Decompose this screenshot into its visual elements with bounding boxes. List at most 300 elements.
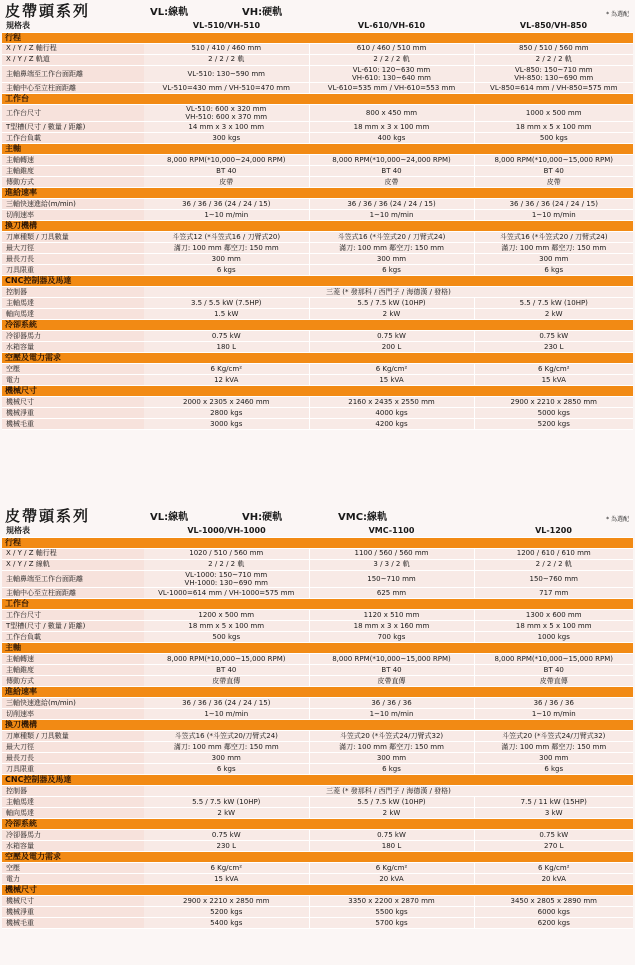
spec-value: 20 kVA [309, 873, 474, 884]
spec-value: 6 kgs [144, 763, 309, 774]
spec-label: 工作台尺寸 [2, 104, 144, 121]
spec-value: 850 / 510 / 560 mm [474, 43, 633, 54]
spec-label: X / Y / Z 軸行程 [2, 43, 144, 54]
spec-value: 0.75 kW [144, 330, 309, 341]
spec-value: 800 x 450 mm [309, 104, 474, 121]
spec-row [2, 165, 633, 176]
spec-value: VL-850=614 mm / VH-850=575 mm [474, 82, 633, 93]
spec-value: VL-510: 130~590 mm [144, 65, 309, 82]
spec-row [2, 176, 633, 187]
section-label: 主軸 [2, 642, 633, 653]
spec-value: 1.5 kW [144, 308, 309, 319]
spec-label: 主軸馬達 [2, 297, 144, 308]
rail-label-vh [242, 3, 282, 18]
series-title: 皮帶頭系列 [5, 507, 91, 525]
spec-row [2, 609, 633, 620]
spec-value: 1~10 m/min [474, 209, 633, 220]
section-label: 換刀機構 [2, 719, 633, 730]
spec-label: 三軸快速進給(m/min) [2, 697, 144, 708]
spec-value: 36 / 36 / 36 (24 / 24 / 15) [309, 198, 474, 209]
spec-label: 空壓 [2, 862, 144, 873]
spec-label: X / Y / Z 線軌 [2, 559, 144, 570]
spec-value: 1000 kgs [474, 631, 633, 642]
spec-row [2, 917, 633, 928]
section-header [2, 32, 633, 43]
spec-row [2, 242, 633, 253]
spec-label: 軸向馬達 [2, 308, 144, 319]
spec-value: VL-510=430 mm / VH-510=470 mm [144, 82, 309, 93]
section-header [2, 385, 633, 396]
spec-value-span: 三菱 (* 發那科 / 西門子 / 海德漢 / 發格) [144, 286, 633, 297]
spec-value: 20 kVA [474, 873, 633, 884]
spec-value: 36 / 36 / 36 (24 / 24 / 15) [144, 697, 309, 708]
section-label: 空壓及電力需求 [2, 851, 633, 862]
spec-row [2, 82, 633, 93]
spec-value: 300 mm [309, 752, 474, 763]
spec-value: 500 kgs [144, 631, 309, 642]
spec-value: 6 Kg/cm² [474, 862, 633, 873]
spec-value: 36 / 36 / 36 [474, 697, 633, 708]
section-label: 工作台 [2, 93, 633, 104]
spec-row [2, 43, 633, 54]
rail-name: 線軌 [367, 512, 388, 523]
spec-value: 5200 kgs [144, 906, 309, 917]
spec-value: 3 kW [474, 807, 633, 818]
spec-value: BT 40 [309, 664, 474, 675]
spec-value: 2 kW [144, 807, 309, 818]
spec-label: 主軸中心至立柱面距離 [2, 82, 144, 93]
spec-table-label: 規格表 [2, 20, 144, 32]
spec-value: 4200 kgs [309, 418, 474, 429]
rail-name: 硬軌 [262, 512, 283, 523]
spec-value: 5200 kgs [474, 418, 633, 429]
spec-label: 工作台負載 [2, 631, 144, 642]
spec-value: 6 kgs [144, 264, 309, 275]
spec-value: VL-610: 120~630 mm VH-610: 130~640 mm [309, 65, 474, 82]
section-label: 機械尺寸 [2, 385, 633, 396]
spec-row [2, 906, 633, 917]
rail-code: VH [242, 512, 259, 523]
spec-value: 1020 / 510 / 560 mm [144, 548, 309, 559]
spec-value: 5.5 / 7.5 kW (10HP) [309, 796, 474, 807]
spec-value: 300 mm [474, 253, 633, 264]
spec-value: 斗笠式12 (*斗笠式16 / 刀臂式20) [144, 231, 309, 242]
rail-label-vmc [338, 508, 387, 523]
spec-row [2, 741, 633, 752]
spec-label: X / Y / Z 軌道 [2, 54, 144, 65]
spec-value: 1~10 m/min [144, 209, 309, 220]
rail-name: 線軌 [168, 7, 189, 18]
spec-label: 電力 [2, 374, 144, 385]
section-header [2, 143, 633, 154]
spec-value: 230 L [144, 840, 309, 851]
spec-value: 0.75 kW [474, 330, 633, 341]
spec-row [2, 363, 633, 374]
spec-label: T型槽(尺寸 / 數量 / 距離) [2, 121, 144, 132]
spec-value: 0.75 kW [474, 829, 633, 840]
spec-value: 滿刀: 100 mm 鄰空刀: 150 mm [474, 242, 633, 253]
spec-row [2, 895, 633, 906]
spec-value: 斗笠式16 (*斗笠式20 / 刀臂式24) [474, 231, 633, 242]
spec-row [2, 675, 633, 686]
section-label: CNC控制器及馬達 [2, 774, 633, 785]
spec-value: 5000 kgs [474, 407, 633, 418]
spec-value: 700 kgs [309, 631, 474, 642]
spec-value: 2 kW [309, 308, 474, 319]
spec-value: 斗笠式20 (*斗笠式24/刀臂式32) [474, 730, 633, 741]
spec-label: 控制器 [2, 785, 144, 796]
spec-label: 機械尺寸 [2, 895, 144, 906]
spec-value: 180 L [309, 840, 474, 851]
spec-value: 斗笠式16 (*斗笠式20 / 刀臂式24) [309, 231, 474, 242]
spec-value: 400 kgs [309, 132, 474, 143]
section-label: 主軸 [2, 143, 633, 154]
spec-row [2, 132, 633, 143]
spec-value: 5.5 / 7.5 kW (10HP) [309, 297, 474, 308]
spec-label: 傳動方式 [2, 176, 144, 187]
spec-value: BT 40 [144, 664, 309, 675]
spec-row [2, 763, 633, 774]
spec-label: 機械尺寸 [2, 396, 144, 407]
spec-value: 150~760 mm [474, 570, 633, 587]
spec-label: 軸向馬達 [2, 807, 144, 818]
section-header [2, 851, 633, 862]
model-name: VL-510/VH-510 [144, 20, 309, 32]
spec-row [2, 198, 633, 209]
spec-value: 皮帶直傳 [144, 675, 309, 686]
spec-value: 2000 x 2305 x 2460 mm [144, 396, 309, 407]
spec-value: 6 Kg/cm² [309, 862, 474, 873]
spec-value: 3450 x 2805 x 2890 mm [474, 895, 633, 906]
spec-value: 1200 x 500 mm [144, 609, 309, 620]
spec-label: 工作台負載 [2, 132, 144, 143]
model-header-row [2, 525, 633, 537]
spec-value: 0.75 kW [144, 829, 309, 840]
spec-label: 冷卻器馬力 [2, 829, 144, 840]
rail-name: 線軌 [168, 512, 189, 523]
section-header [2, 774, 633, 785]
spec-value: 5400 kgs [144, 917, 309, 928]
spec-row [2, 829, 633, 840]
spec-row [2, 65, 633, 82]
spec-value: 300 kgs [144, 132, 309, 143]
rail-name: 硬軌 [262, 7, 283, 18]
spec-row [2, 264, 633, 275]
spec-row [2, 297, 633, 308]
spec-row [2, 407, 633, 418]
section-label: 冷卻系統 [2, 319, 633, 330]
spec-value: 1~10 m/min [144, 708, 309, 719]
spec-value: 36 / 36 / 36 [309, 697, 474, 708]
spec-table [2, 525, 633, 929]
spec-label: 主軸中心至立柱面距離 [2, 587, 144, 598]
spec-value: 717 mm [474, 587, 633, 598]
spec-value: 270 L [474, 840, 633, 851]
rail-code: VL [150, 512, 165, 523]
spec-value: 300 mm [309, 253, 474, 264]
spec-row [2, 209, 633, 220]
spec-value: 18 mm x 5 x 100 mm [474, 121, 633, 132]
rail-label-vl [150, 3, 188, 18]
model-name: VMC-1100 [309, 525, 474, 537]
spec-label: 機械毛重 [2, 917, 144, 928]
section-label: 換刀機構 [2, 220, 633, 231]
spec-value: 18 mm x 5 x 100 mm [474, 620, 633, 631]
spec-value: 6 kgs [474, 763, 633, 774]
spec-value: 5700 kgs [309, 917, 474, 928]
section-header [2, 884, 633, 895]
spec-row [2, 620, 633, 631]
spec-value: BT 40 [144, 165, 309, 176]
spec-value: BT 40 [474, 664, 633, 675]
spec-value: VL-1000=614 mm / VH-1000=575 mm [144, 587, 309, 598]
spec-value: 14 mm x 3 x 100 mm [144, 121, 309, 132]
spec-block-2 [0, 505, 635, 929]
spec-row [2, 154, 633, 165]
spec-label: 工作台尺寸 [2, 609, 144, 620]
spec-label: 最大刀徑 [2, 242, 144, 253]
spec-label: 主軸錐度 [2, 165, 144, 176]
spec-row [2, 631, 633, 642]
spec-value: 6200 kgs [474, 917, 633, 928]
section-header [2, 275, 633, 286]
spec-value: 6 Kg/cm² [144, 862, 309, 873]
spec-value: 0.75 kW [309, 829, 474, 840]
spec-row [2, 374, 633, 385]
spec-value: 300 mm [144, 752, 309, 763]
spec-value-span: 三菱 (* 發那科 / 西門子 / 海德漢 / 發格) [144, 785, 633, 796]
model-name: VL-1200 [474, 525, 633, 537]
spec-value: 皮帶直傳 [309, 675, 474, 686]
section-header [2, 818, 633, 829]
rail-code: VMC [338, 512, 364, 523]
spec-row [2, 559, 633, 570]
spec-value: 8,000 RPM(*10,000~15,000 RPM) [474, 653, 633, 664]
spec-value: 斗笠式16 (*斗笠式20/刀臂式24) [144, 730, 309, 741]
spec-label: 主軸轉速 [2, 653, 144, 664]
spec-row [2, 697, 633, 708]
spec-value: 3.5 / 5.5 kW (7.5HP) [144, 297, 309, 308]
spec-value: 200 L [309, 341, 474, 352]
spec-value: BT 40 [474, 165, 633, 176]
spec-row [2, 752, 633, 763]
spec-label: 主軸鼻端至工作台面距離 [2, 570, 144, 587]
spec-row [2, 330, 633, 341]
spec-value: 5.5 / 7.5 kW (10HP) [144, 796, 309, 807]
spec-value: 滿刀: 100 mm 鄰空刀: 150 mm [309, 242, 474, 253]
spec-value: 2 / 2 / 2 軌 [144, 54, 309, 65]
optional-note: * 為選配 [606, 516, 629, 523]
spec-value: 0.75 kW [309, 330, 474, 341]
spec-label: X / Y / Z 軸行程 [2, 548, 144, 559]
section-label: 進給速率 [2, 187, 633, 198]
spec-value: 230 L [474, 341, 633, 352]
model-name: VL-850/VH-850 [474, 20, 633, 32]
spec-row [2, 807, 633, 818]
spec-value: 6 kgs [309, 264, 474, 275]
spec-row [2, 341, 633, 352]
spec-value: 8,000 RPM(*10,000~15,000 RPM) [144, 653, 309, 664]
optional-note: * 為選配 [606, 11, 629, 18]
series-title: 皮帶頭系列 [5, 2, 91, 20]
spec-value: 4000 kgs [309, 407, 474, 418]
spec-value: 2 kW [474, 308, 633, 319]
spec-value: 500 kgs [474, 132, 633, 143]
spec-label: 電力 [2, 873, 144, 884]
spec-label: 主軸馬達 [2, 796, 144, 807]
spec-value: 2 / 2 / 2 軌 [144, 559, 309, 570]
section-header [2, 642, 633, 653]
section-label: 進給速率 [2, 686, 633, 697]
rail-sep: : [258, 512, 263, 523]
model-name: VL-610/VH-610 [309, 20, 474, 32]
spec-label: 機械毛重 [2, 418, 144, 429]
section-header [2, 319, 633, 330]
spec-value: 5500 kgs [309, 906, 474, 917]
spec-value: 1~10 m/min [474, 708, 633, 719]
spec-label: 切削速率 [2, 708, 144, 719]
section-header [2, 537, 633, 548]
spec-row [2, 308, 633, 319]
spec-value: 18 mm x 3 x 160 mm [309, 620, 474, 631]
spec-label: 最大刀徑 [2, 741, 144, 752]
spec-value: 1300 x 600 mm [474, 609, 633, 620]
spec-row [2, 418, 633, 429]
spec-value: 1120 x 510 mm [309, 609, 474, 620]
spec-label: 切削速率 [2, 209, 144, 220]
spec-value: 滿刀: 100 mm 鄰空刀: 150 mm [309, 741, 474, 752]
spec-value: 2 / 2 / 2 軌 [474, 559, 633, 570]
section-header [2, 187, 633, 198]
spec-value: VL-850: 150~710 mm VH-850: 130~690 mm [474, 65, 633, 82]
spec-label: 傳動方式 [2, 675, 144, 686]
section-header [2, 352, 633, 363]
spec-value: 2900 x 2210 x 2850 mm [474, 396, 633, 407]
spec-label: 水箱容量 [2, 341, 144, 352]
spec-label: 主軸鼻端至工作台面距離 [2, 65, 144, 82]
spec-row [2, 286, 633, 297]
spec-value: VL-1000: 150~710 mm VH-1000: 130~690 mm [144, 570, 309, 587]
spec-row [2, 570, 633, 587]
spec-value: 7.5 / 11 kW (15HP) [474, 796, 633, 807]
section-label: 空壓及電力需求 [2, 352, 633, 363]
spec-row [2, 54, 633, 65]
spec-value: 皮帶 [474, 176, 633, 187]
section-header [2, 220, 633, 231]
spec-value: 2900 x 2210 x 2850 mm [144, 895, 309, 906]
spec-label: 刀庫種類 / 刀具數量 [2, 730, 144, 741]
spec-value: 1~10 m/min [309, 708, 474, 719]
spec-row [2, 104, 633, 121]
section-label: 行程 [2, 537, 633, 548]
section-header [2, 686, 633, 697]
block-heading [0, 0, 635, 20]
rail-sep: : [258, 7, 263, 18]
spec-row [2, 873, 633, 884]
spec-value: 滿刀: 100 mm 鄰空刀: 150 mm [144, 741, 309, 752]
spec-table [2, 20, 633, 430]
spec-row [2, 587, 633, 598]
spec-label: 冷卻器馬力 [2, 330, 144, 341]
spec-value: 8,000 RPM(*10,000~24,000 RPM) [144, 154, 309, 165]
section-header [2, 719, 633, 730]
section-label: 機械尺寸 [2, 884, 633, 895]
spec-label: 空壓 [2, 363, 144, 374]
rail-sep: : [363, 512, 368, 523]
spec-value: 18 mm x 3 x 100 mm [309, 121, 474, 132]
spec-value: 斗笠式20 (*斗笠式24/刀臂式32) [309, 730, 474, 741]
section-label: 冷卻系統 [2, 818, 633, 829]
model-header-row [2, 20, 633, 32]
spec-value: 6 kgs [474, 264, 633, 275]
rail-sep: : [164, 512, 169, 523]
spec-value: 6000 kgs [474, 906, 633, 917]
spec-row [2, 253, 633, 264]
spec-value: 1~10 m/min [309, 209, 474, 220]
spec-label: 水箱容量 [2, 840, 144, 851]
spec-value: 2800 kgs [144, 407, 309, 418]
spec-value: 3 / 3 / 2 軌 [309, 559, 474, 570]
model-name: VL-1000/VH-1000 [144, 525, 309, 537]
spec-value: 180 L [144, 341, 309, 352]
spec-row [2, 840, 633, 851]
spec-row [2, 664, 633, 675]
spec-label: 刀具限重 [2, 763, 144, 774]
spec-row [2, 730, 633, 741]
spec-row [2, 548, 633, 559]
section-label: 行程 [2, 32, 633, 43]
spec-value: 2160 x 2435 x 2550 mm [309, 396, 474, 407]
spec-value: 皮帶直傳 [474, 675, 633, 686]
block-heading [0, 505, 635, 525]
spec-value: 滿刀: 100 mm 鄰空刀: 150 mm [474, 741, 633, 752]
spec-value: VL-610=535 mm / VH-610=553 mm [309, 82, 474, 93]
spec-value: 625 mm [309, 587, 474, 598]
spec-value: BT 40 [309, 165, 474, 176]
spec-value: 1100 / 560 / 560 mm [309, 548, 474, 559]
spec-value: 皮帶 [309, 176, 474, 187]
spec-value: 12 kVA [144, 374, 309, 385]
spec-value: 8,000 RPM(*10,000~15,000 RPM) [474, 154, 633, 165]
rail-label-vl [150, 508, 188, 523]
spec-value: 2 / 2 / 2 軌 [474, 54, 633, 65]
spec-value: 36 / 36 / 36 (24 / 24 / 15) [144, 198, 309, 209]
spec-label: 刀具限重 [2, 264, 144, 275]
spec-row [2, 785, 633, 796]
section-header [2, 93, 633, 104]
spec-label: 機械淨重 [2, 906, 144, 917]
spec-value: VL-510: 600 x 320 mm VH-510: 600 x 370 mm [144, 104, 309, 121]
spec-row [2, 231, 633, 242]
spec-value: 18 mm x 5 x 100 mm [144, 620, 309, 631]
spec-value: 610 / 460 / 510 mm [309, 43, 474, 54]
spec-label: T型槽(尺寸 / 數量 / 距離) [2, 620, 144, 631]
spec-value: 1200 / 610 / 610 mm [474, 548, 633, 559]
spec-value: 6 Kg/cm² [474, 363, 633, 374]
spec-table-label: 規格表 [2, 525, 144, 537]
section-header [2, 598, 633, 609]
spec-row [2, 396, 633, 407]
spec-value: 2 / 2 / 2 軌 [309, 54, 474, 65]
spec-row [2, 796, 633, 807]
spec-value: 3000 kgs [144, 418, 309, 429]
spec-label: 最長刀長 [2, 752, 144, 763]
rail-code: VH [242, 7, 259, 18]
spec-value: 36 / 36 / 36 (24 / 24 / 15) [474, 198, 633, 209]
spec-value: 6 Kg/cm² [309, 363, 474, 374]
spec-label: 刀庫種類 / 刀具數量 [2, 231, 144, 242]
spec-value: 6 kgs [309, 763, 474, 774]
